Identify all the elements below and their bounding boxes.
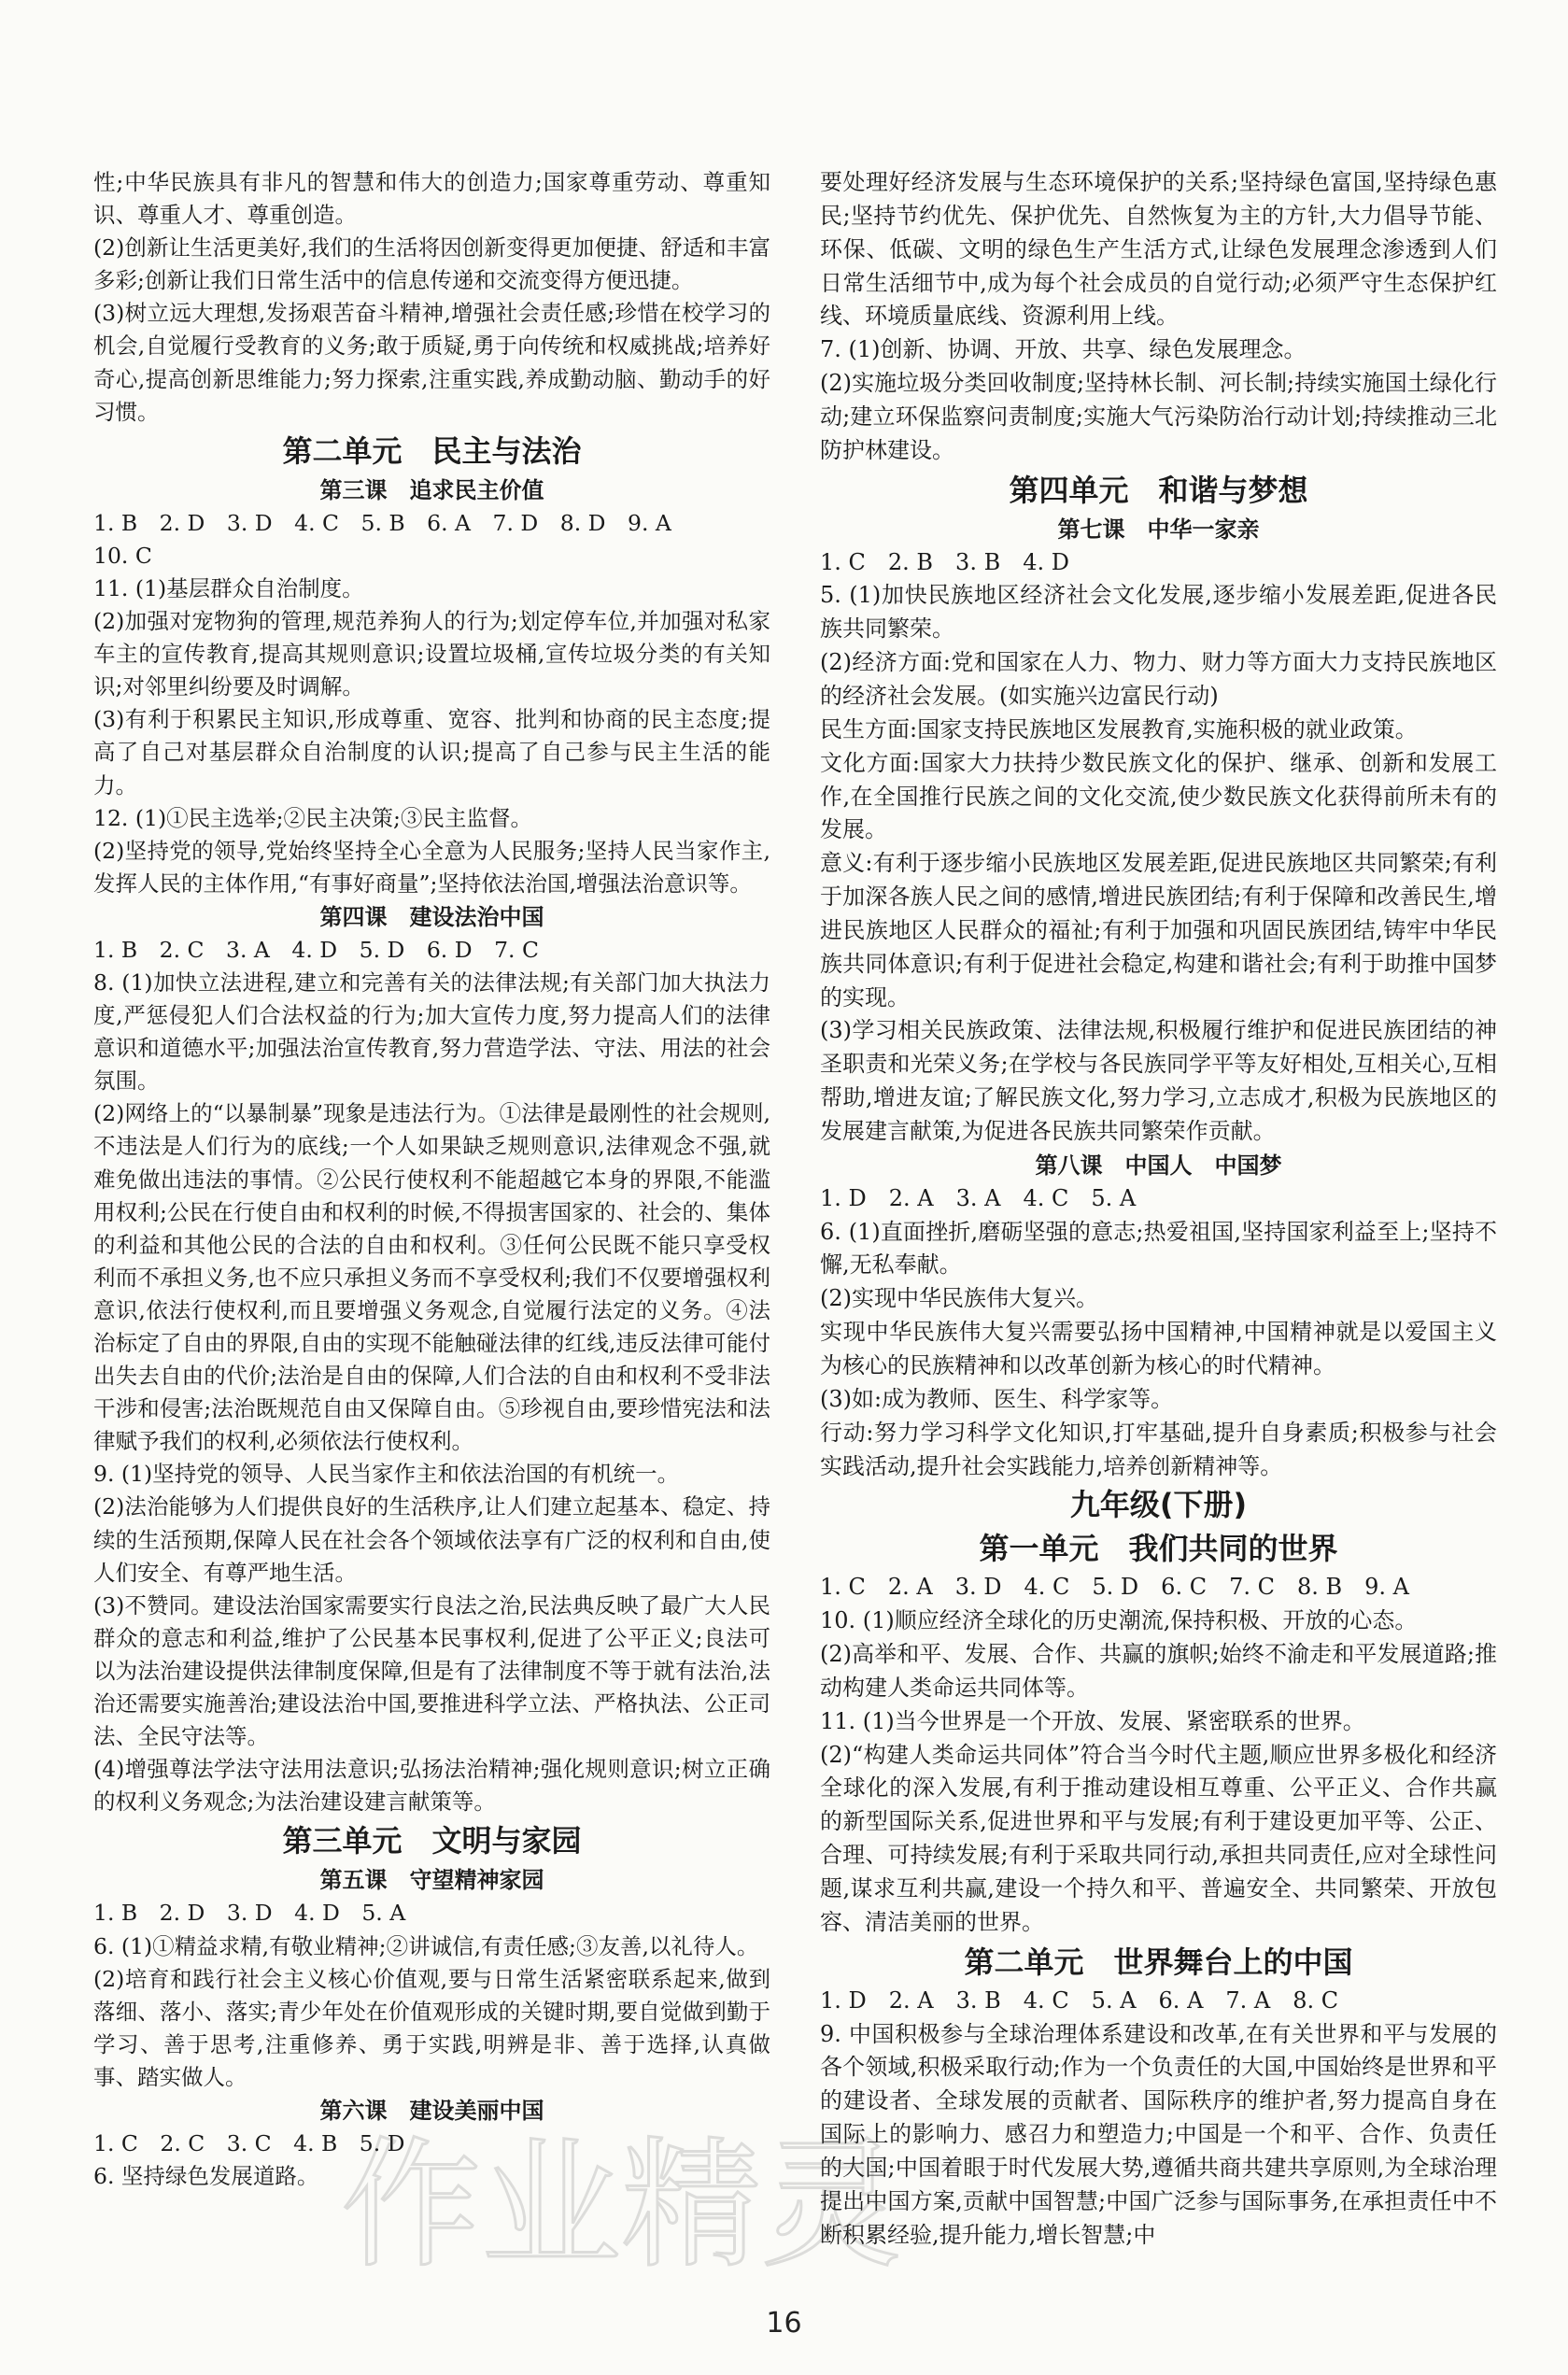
unit-heading: 第四单元 和谐与梦想 (1009, 472, 1308, 508)
choice-answers: 1. C 2. C 3. C 4. B 5. D (93, 2129, 405, 2156)
unit-heading: 第三单元 文明与家园 (282, 1823, 582, 1859)
answer-paragraph: 9. 中国积极参与全球治理体系建设和改革,在有关世界和平与发展的各个领域,积极采取行动;作为一个负责任的大国,中国始终是世界和平的建设者、全球发展的贡献者、国际秩序的维护者,努力提高自身在国际上的影响力、感召力和塑造力;中国是一个和平、合作、负责任的大国;中国着眼于时代发展大势,遵循共商共建共享原则,为全球治理提出中国方案,贡献中国智慧;中国广泛参与国际事务,在承担责任中不断积累经验,提升能力,增长智慧;中 (820, 2020, 1497, 2248)
answer-paragraph: 6. 坚持绿色发展道路。 (93, 2163, 319, 2190)
answer-paragraph: (2)创新让生活更美好,我们的生活将因创新变得更加便捷、舒适和丰富多彩;创新让我们日常生活中的信息传递和交流变得方便迅捷。 (93, 234, 770, 294)
answer-paragraph: 性;中华民族具有非凡的智慧和伟大的创造力;国家尊重劳动、尊重知识、尊重人才、尊重创造。 (93, 169, 770, 229)
lesson-heading: 第五课 守望精神家园 (319, 1867, 544, 1894)
answer-paragraph: 6. (1)①精益求精,有敬业精神;②讲诚信,有责任感;③友善,以礼待人。 (93, 1932, 759, 1959)
answer-paragraph: (2)网络上的“以暴制暴”现象是违法行为。①法律是最刚性的社会规则,不违法是人们行为的底线;一个人如果缺乏规则意识,法律观念不强,就难免做出违法的事情。②公民行使权利不能超越它本身的界限,不能滥用权利;公民在行使自由和权利的时候,不得损害国家的、社会的、集体的利益和其他公民的合法的自由和权利。③任何公民既不能只享受权利而不承担义务,也不应只承担义务而不享受权利;我们不仅要增强权利意识,依法行使权利,而且要增强义务观念,自觉履行法定的义务。④法治标定了自由的界限,自由的实现不能触碰法律的红线,违反法律可能付出失去自由的代价;法治是自由的保障,人们合法的自由和权利不受非法干涉和侵害;法治既规范自由又保障自由。⑤珍视自由,要珍惜宪法和法律赋予我们的权利,必须依法行使权利。 (93, 1100, 770, 1455)
watermark-logo (332, 2128, 911, 2286)
answer-paragraph: 11. (1)当今世界是一个开放、发展、紧密联系的世界。 (820, 1707, 1365, 1734)
answer-paragraph: 7. (1)创新、协调、开放、共享、绿色发展理念。 (820, 336, 1307, 363)
lesson-heading: 第六课 建设美丽中国 (319, 2097, 544, 2124)
lesson-heading: 第七课 中华一家亲 (1057, 516, 1260, 543)
watermark-text: 作业精灵 (340, 2128, 902, 2286)
answer-paragraph: 5. (1)加快民族地区经济社会文化发展,逐步缩小发展差距,促进各民族共同繁荣。 (820, 582, 1497, 643)
grade-heading: 九年级(下册) (1069, 1487, 1248, 1523)
choice-answers: 1. B 2. D 3. D 4. D 5. A (93, 1900, 406, 1927)
answer-paragraph: 9. (1)坚持党的领导、人民当家作主和依法治国的有机统一。 (93, 1461, 680, 1488)
answer-paragraph: (2)法治能够为人们提供良好的生活秩序,让人们建立起基本、稳定、持续的生活预期,保障人民在社会各个领域依法享有广泛的权利和自由,使人们安全、有尊严地生活。 (93, 1493, 770, 1586)
answer-paragraph: 民生方面:国家支持民族地区发展教育,实施积极的就业政策。 (820, 715, 1418, 742)
lesson-heading: 第三课 追求民主价值 (319, 476, 544, 503)
answer-paragraph: 12. (1)①民主选举;②民主决策;③民主监督。 (93, 804, 532, 831)
choice-answers: 1. B 2. C 3. A 4. D 5. D 6. D 7. C (93, 936, 539, 963)
answer-paragraph: 行动:努力学习科学文化知识,打牢基础,提升自身素质;积极参与社会实践活动,提升社会实践能力,培养创新精神等。 (820, 1419, 1497, 1479)
answer-paragraph: 意义:有利于逐步缩小民族地区发展差距,促进民族地区共同繁荣;有利于加深各族人民之间的感情,增进民族团结;有利于保障和改善民生,增进民族地区人民群众的福祉;有利于加强和巩固民族团结,铸牢中华民族共同体意识;有利于促进社会稳定,构建和谐社会;有利于助推中国梦的实现。 (820, 850, 1497, 1011)
answer-paragraph: 实现中华民族伟大复兴需要弘扬中国精神,中国精神就是以爱国主义为核心的民族精神和以改革创新为核心的时代精神。 (820, 1319, 1497, 1378)
answer-paragraph: 11. (1)基层群众自治制度。 (93, 574, 364, 601)
page-number: 16 (766, 2307, 802, 2340)
choice-answers: 1. C 2. B 3. B 4. D (820, 548, 1069, 575)
lesson-heading: 第四课 建设法治中国 (319, 903, 544, 930)
answer-paragraph: (4)增强尊法学法守法用法意识;弘扬法治精神;强化规则意识;树立正确的权利义务观念;为法治建设建言献策等。 (93, 1756, 770, 1816)
answer-paragraph: (2)经济方面:党和国家在人力、物力、财力等方面大力支持民族地区的经济社会发展。(如实施兴边富民行动) (820, 649, 1497, 709)
choice-answers: 10. C (93, 542, 152, 569)
answer-paragraph: 要处理好经济发展与生态环境保护的关系;坚持绿色富国,坚持绿色惠民;坚持节约优先、保护优先、自然恢复为主的方针,大力倡导节能、环保、低碳、文明的绿色生产生活方式,让绿色发展理念渗透到人们日常生活细节中,成为每个社会成员的自觉行动;必须严守生态保护红线、环境质量底线、资源利用上线。 (820, 169, 1497, 330)
unit-heading: 第二单元 世界舞台上的中国 (964, 1944, 1353, 1980)
answer-paragraph: (3)不赞同。建设法治国家需要实行良法之治,民法典反映了最广大人民群众的意志和利益,维护了公民基本民事权利,促进了公平正义;良法可以为法治建设提供法律制度保障,但是有了法律制度不等于就有法治,法治还需要实施善治;建设法治中国,要推进科学立法、严格执法、公正司法、全民守法等。 (93, 1591, 770, 1750)
answer-paragraph: (3)有利于积累民主知识,形成尊重、宽容、批判和协商的民主态度;提高了自己对基层群众自治制度的认识;提高了自己参与民主生活的能力。 (93, 706, 770, 799)
answer-paragraph: (3)如:成为教师、医生、科学家等。 (820, 1385, 1174, 1412)
left-column (93, 166, 770, 2193)
answer-paragraph: (2)高举和平、发展、合作、共赢的旗帜;始终不渝走和平发展道路;推动构建人类命运共同体等。 (820, 1641, 1497, 1701)
answer-paragraph: 文化方面:国家大力扶持少数民族文化的保护、继承、创新和发展工作,在全国推行民族之间的文化交流,使少数民族文化获得前所未有的发展。 (820, 749, 1497, 843)
choice-answers: 1. B 2. D 3. D 4. C 5. B 6. A 7. D 8. D 9. A (93, 509, 671, 536)
choice-answers: 1. D 2. A 3. A 4. C 5. A (820, 1184, 1137, 1211)
answer-paragraph: (3)学习相关民族政策、法律法规,积极履行维护和促进民族团结的神圣职责和光荣义务;在学校与各民族同学平等友好相处,互相关心,互相帮助,增进友谊;了解民族文化,努力学习,立志成才,积极为民族地区的发展建言献策,为促进各民族共同繁荣作贡献。 (820, 1017, 1497, 1144)
right-column (820, 166, 1497, 2252)
answer-paragraph: (3)树立远大理想,发扬艰苦奋斗精神,增强社会责任感;珍惜在校学习的机会,自觉履行受教育的义务;敢于质疑,勇于向传统和权威挑战;培养好奇心,提高创新思维能力;努力探索,注重实践,养成勤动脑、勤动手的好习惯。 (93, 300, 770, 425)
answer-paragraph: (2)培育和践行社会主义核心价值观,要与日常生活紧密联系起来,做到落细、落小、落实;青少年处在价值观形成的关键时期,要自觉做到勤于学习、善于思考,注重修养、勇于实践,明辨是非、善于选择,认真做事、踏实做人。 (93, 1965, 770, 2090)
choice-answers: 1. C 2. A 3. D 4. C 5. D 6. C 7. C 8. B 9. A (820, 1574, 1409, 1601)
answer-paragraph: 8. (1)加快立法进程,建立和完善有关的法律法规;有关部门加大执法力度,严惩侵犯人们合法权益的行为;加大宣传力度,努力提高人们的法律意识和道德水平;加强法治宣传教育,努力营造学法、守法、用法的社会氛围。 (93, 968, 770, 1095)
answer-paragraph: 6. (1)直面挫折,磨砺坚强的意志;热爱祖国,坚持国家利益至上;坚持不懈,无私奉献。 (820, 1218, 1497, 1279)
answer-paragraph: (2)实施垃圾分类回收制度;坚持林长制、河长制;持续实施国土绿化行动;建立环保监察问责制度;实施大气污染防治行动计划;持续推动三北防护林建设。 (820, 370, 1497, 463)
answer-paragraph: (2)实现中华民族伟大复兴。 (820, 1285, 1098, 1312)
answer-paragraph: 10. (1)顺应经济全球化的历史潮流,保持积极、开放的心态。 (820, 1607, 1418, 1634)
answer-paragraph: (2)加强对宠物狗的管理,规范养狗人的行为;划定停车位,并加强对私家车主的宣传教育,提高其规则意识;设置垃圾桶,宣传垃圾分类的有关知识;对邻里纠纷要及时调解。 (93, 608, 770, 700)
answer-paragraph: (2)“构建人类命运共同体”符合当今时代主题,顺应世界多极化和经济全球化的深入发展,有利于推动建设相互尊重、公平正义、合作共赢的新型国际关系,促进世界和平与发展;有利于建设更加平等、公正、合理、可持续发展;有利于采取共同行动,承担共同责任,应对全球性问题,谋求互利共赢,建设一个持久和平、普遍安全、共同繁荣、开放包容、清洁美丽的世界。 (820, 1741, 1497, 1935)
answer-paragraph: (2)坚持党的领导,党始终坚持全心全意为人民服务;坚持人民当家作主,发挥人民的主体作用,“有事好商量”;坚持依法治国,增强法治意识等。 (93, 837, 770, 897)
unit-heading: 第二单元 民主与法治 (282, 432, 582, 469)
unit-heading: 第一单元 我们共同的世界 (979, 1531, 1338, 1567)
lesson-heading: 第八课 中国人 中国梦 (1035, 1152, 1282, 1179)
choice-answers: 1. D 2. A 3. B 4. C 5. A 6. A 7. A 8. C (820, 1986, 1339, 2014)
